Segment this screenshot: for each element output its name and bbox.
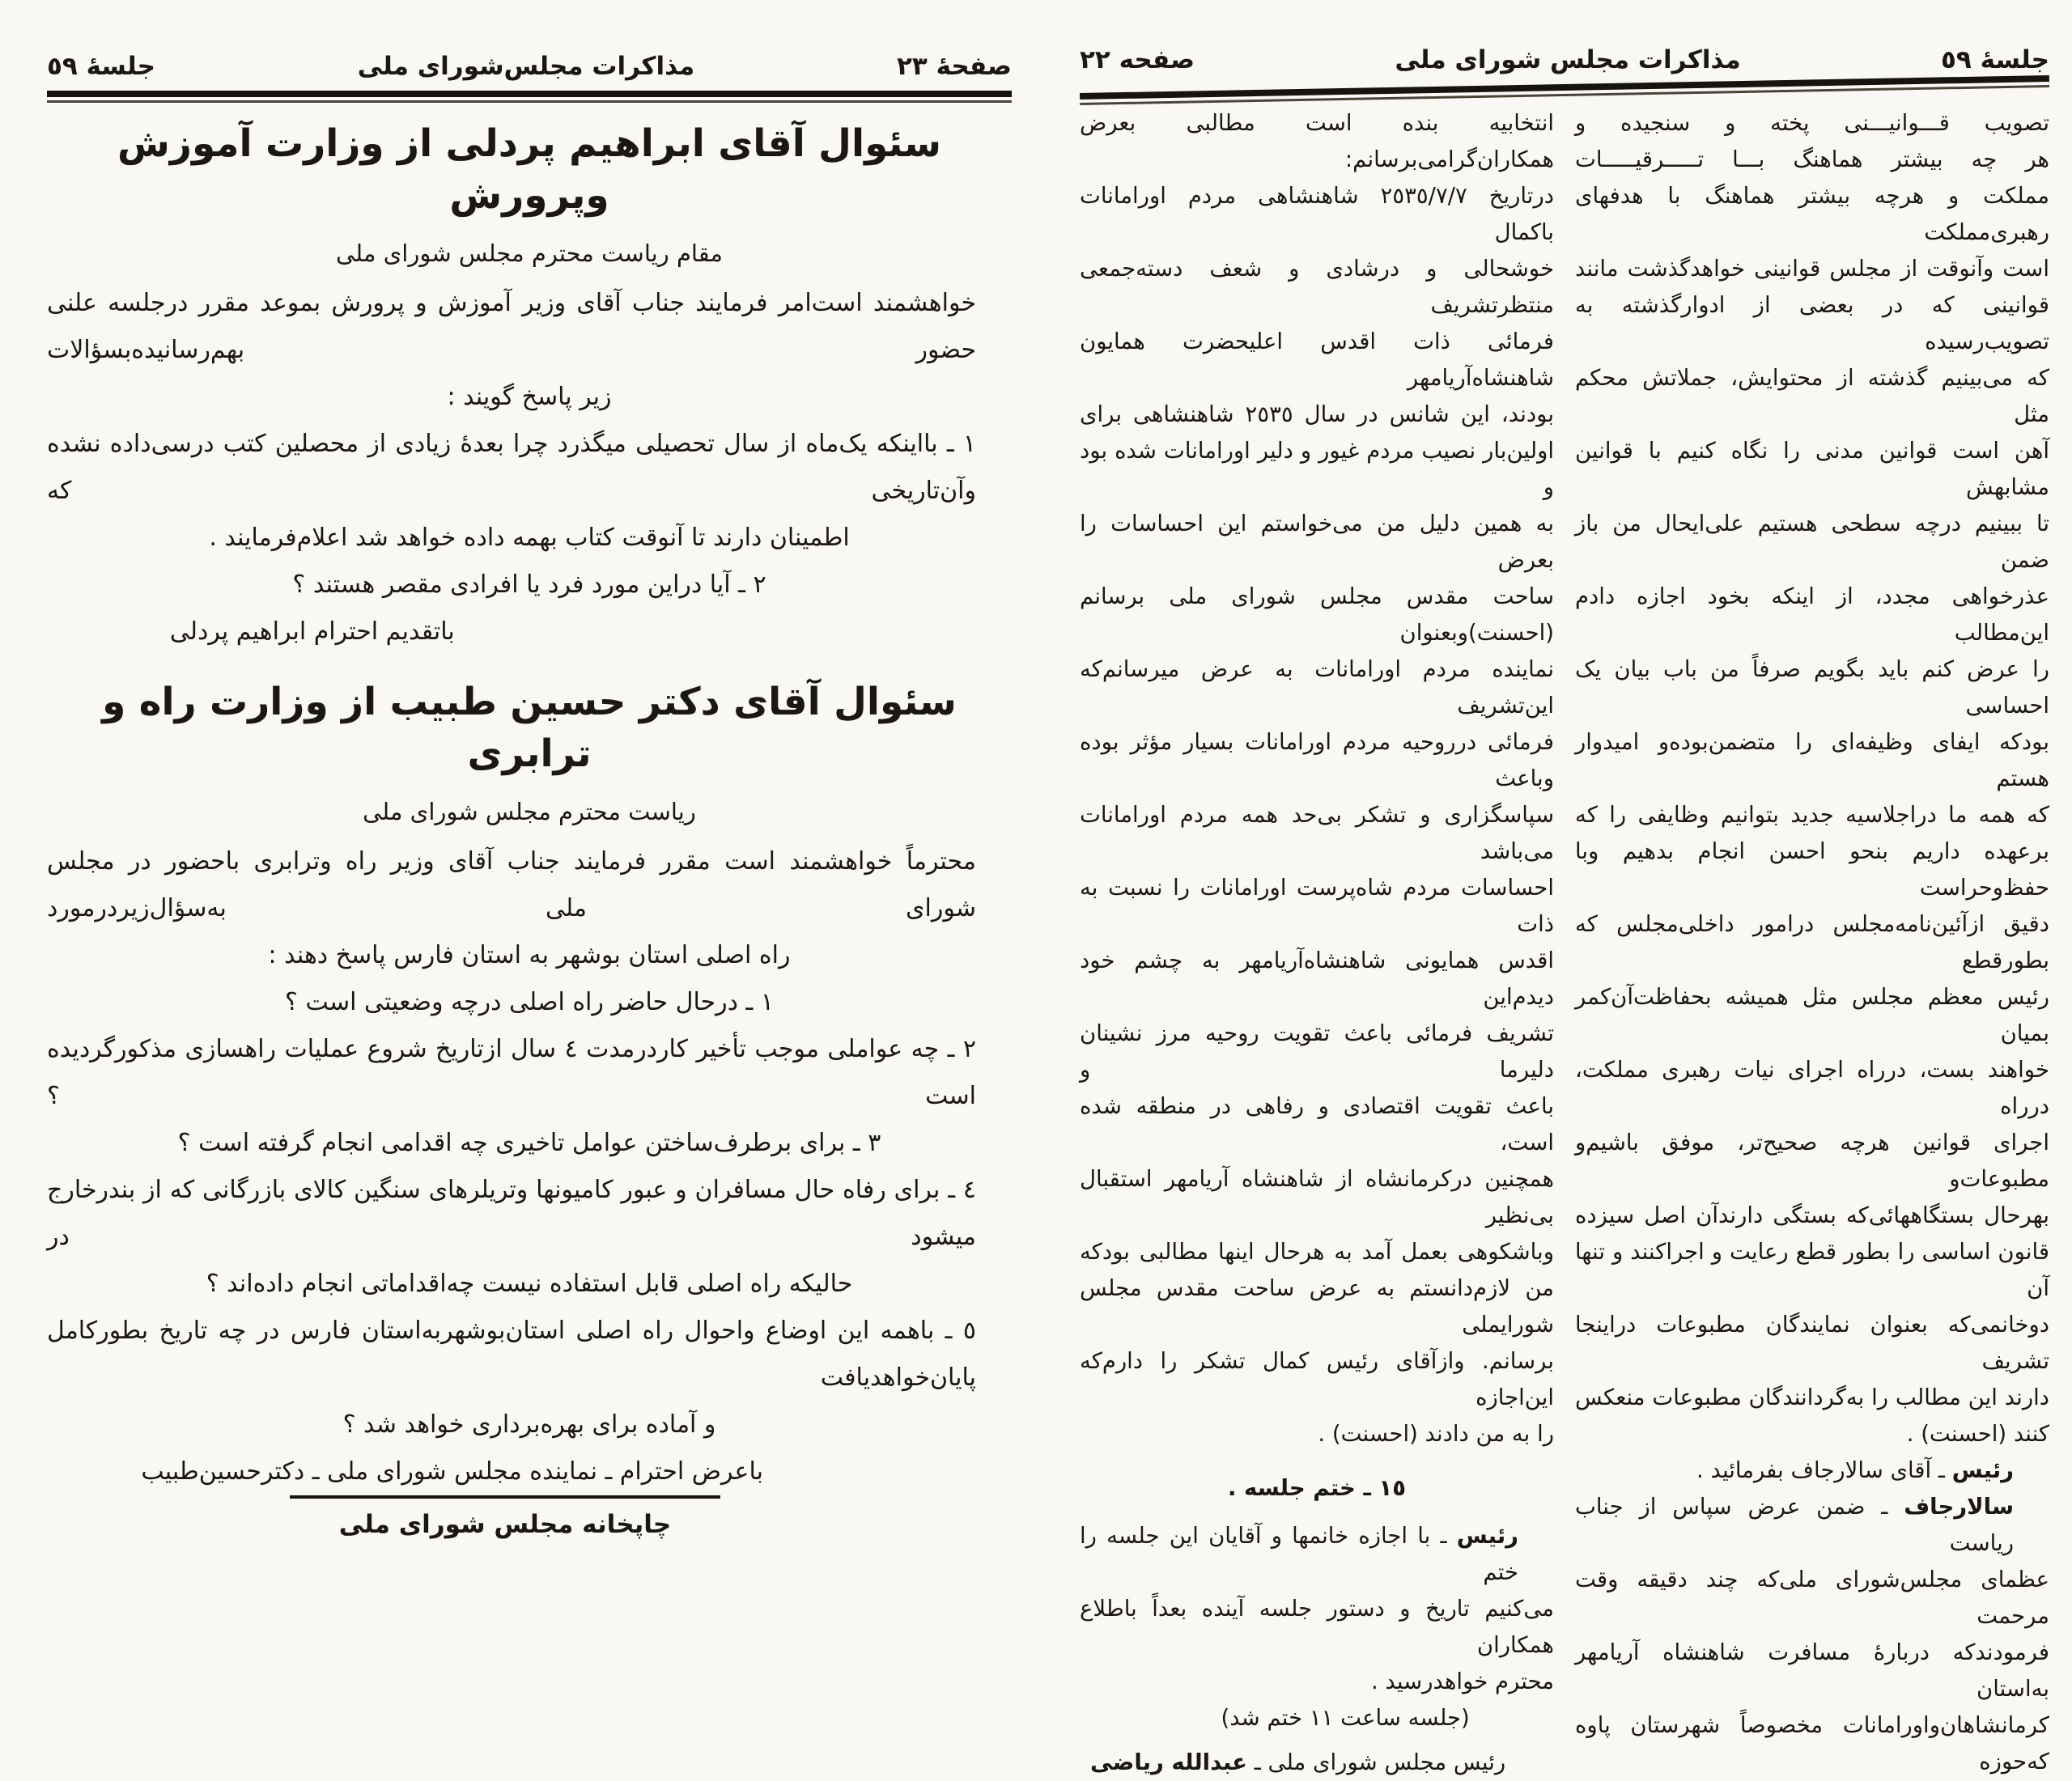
journal-title: مذاکرات مجلس شورای ملی bbox=[1395, 45, 1741, 74]
page-header bbox=[47, 52, 1012, 81]
text-line: قانون اساسی را بطور قطع رعایت و اجراکنند و تنها آن bbox=[1575, 1239, 2049, 1301]
text-line: دقیق ازآئین‌نامه‌مجلس درامور داخلی‌مجلس که بطورقطع bbox=[1575, 911, 2049, 973]
question1-salutation: مقام ریاست محترم مجلس شورای ملی bbox=[336, 240, 723, 267]
speaker-name: سالارجاف bbox=[1904, 1494, 2014, 1520]
text-line: دوخانمی‌که بعنوان نمایندگان مطبوعات دراینجا تشریف bbox=[1575, 1312, 2049, 1374]
text-line: درتاریخ ٢٥٣٥/٧/٧ شاهنشاهی مردم اورامانات باکمال bbox=[1080, 183, 1554, 245]
question1-title: سئوال آقای ابراهیم پردلی از وزارت آموزش وپرورش bbox=[117, 121, 941, 218]
text-line: اجرای قوانین هرچه صحیح‌تر، موفق باشیم‌و مطبوعات‌و bbox=[1575, 1130, 2049, 1192]
text-line: را به من دادند (احسنت) . bbox=[1318, 1421, 1554, 1447]
text-line: فرمائی ذات اقدس اعلیحضرت همایون شاهنشاه‌آریامهر bbox=[1080, 329, 1554, 391]
text-line: ٤ ـ برای رفاه حال مسافران و عبور کامیونها وتریلرهای سنگین کالای بازرگانی که از بندرخارج میشود در bbox=[47, 1176, 976, 1251]
text-line: کرمانشاهان‌واورامانات مخصوصاً شهرستان پاوه که‌حوزه bbox=[1575, 1712, 2049, 1775]
text-line: ٣ ـ برای برطرف‌ساختن عوامل تاخیری چه اقدامی انجام گرفته است ؟ bbox=[177, 1129, 881, 1157]
printer-imprint bbox=[290, 1495, 720, 1539]
text-line: تا ببینیم درچه سطحی هستیم علی‌ایحال من باز ضمن bbox=[1575, 511, 2049, 573]
salarjaf-text bbox=[1575, 1562, 2049, 1780]
chair-closing-lead-line bbox=[1080, 1518, 1554, 1591]
signature-title: رئیس مجلس شورای ملی ـ bbox=[1246, 1749, 1506, 1775]
text-line: باعرض احترام ـ نماینده مجلس شورای ملی ـ دکترحسین‌طبیب bbox=[141, 1457, 763, 1486]
text-line: محترماً خواهشمند است مقرر فرمایند جناب آقای وزیر راه وترابری باحضور در مجلس شورای ملی به‌سؤال‌زیردرمورد bbox=[47, 847, 976, 922]
text-line: زیر پاسخ گویند : bbox=[447, 383, 612, 411]
text-line: حالیکه راه اصلی قابل استفاده نیست چه‌اقداماتی انجام داده‌اند ؟ bbox=[206, 1270, 853, 1298]
text-line: محترم خواهدرسید . bbox=[1370, 1669, 1554, 1694]
text-line: ٢ ـ آیا دراین مورد فرد یا افرادی مقصر هستند ؟ bbox=[292, 570, 766, 599]
text-line: است وآنوقت از مجلس قوانینی خواهدگذشت مانند bbox=[1575, 256, 2049, 282]
text-line: می‌کنیم تاریخ و دستور جلسه آینده بعداً باطلاع همکاران bbox=[1080, 1596, 1554, 1658]
imprint-text: چاپخانه مجلس شورای ملی bbox=[338, 1510, 672, 1539]
speaker-text: ـ آقای سالارجاف بفرمائید . bbox=[1696, 1457, 1952, 1483]
text-line: بودکه ایفای وظیفه‌ای را متضمن‌بوده‌و امیدوار هستم bbox=[1575, 729, 2049, 791]
text-line: مملکت و هرچه بیشتر هماهنگ با هدفهای رهبری‌مملکت bbox=[1575, 183, 2049, 245]
chair-line bbox=[1575, 1452, 2049, 1489]
column-inner bbox=[1080, 105, 1554, 1781]
text-line: ٢ ـ چه عواملی موجب تأخیر کاردرمدت ٤ سال ازتاریخ شروع عملیات راهسازی مذکورگردیده است ؟ bbox=[47, 1035, 977, 1110]
salarjaf-lead-line bbox=[1575, 1489, 2049, 1562]
header-rule bbox=[47, 91, 1012, 97]
text-line: ساحت مقدس مجلس شورای ملی برسانم (احسنت)وبعنوان bbox=[1080, 583, 1554, 646]
text-line: بودند، این شانس در سال ٢٥٣٥ شاهنشاهی برای bbox=[1080, 401, 1554, 427]
text-line: خواهشمند است‌امر فرمایند جناب آقای وزیر آموزش و پرورش بموعد مقرر درجلسه علنی حضور بهم‌رسانیده‌بسؤالات bbox=[47, 289, 976, 364]
adjournment-section-title: ١٥ ـ ختم جلسه . bbox=[1227, 1475, 1407, 1501]
text-line: عذرخواهی مجدد، از اینکه بخود اجازه دادم این‌مطالب bbox=[1575, 583, 2049, 646]
speaker-name: رئیس bbox=[1951, 1457, 2014, 1483]
speaker-name: رئیس bbox=[1456, 1523, 1518, 1549]
session-end-note: (جلسه ساعت ١١ ختم شد) bbox=[1221, 1705, 1470, 1731]
text-line: به همین دلیل من می‌خواستم این احساسات را بعرض bbox=[1080, 511, 1554, 573]
text-line: خوشحالی و درشادی و شعف دسته‌جمعی منتظرتشریف bbox=[1080, 256, 1554, 318]
speaker-text: ـ ضمن عرض سپاس از جناب ریاست bbox=[1575, 1494, 2014, 1556]
text-line: ١ ـ بااینکه یک‌ماه از سال تحصیلی میگذرد چرا بعدهٔ زیادی از محصلین کتب درسی‌داده نشده وآن‌تاریخی که bbox=[47, 430, 976, 505]
text-line: برعهده داریم بنحو احسن انجام بدهیم وبا حفظ‌وحراست bbox=[1575, 838, 2049, 901]
session-label: جلسهٔ ٥٩ bbox=[47, 52, 155, 81]
text-line: که می‌بینیم گذشته از محتوایش، جملاتش محکم مثل bbox=[1575, 365, 2049, 427]
text-line: و آماده برای بهره‌برداری خواهد شد ؟ bbox=[342, 1410, 716, 1439]
question2-text bbox=[47, 838, 1012, 1495]
question1-text bbox=[47, 280, 1012, 655]
text-line: وباشکوهی بعمل آمد به هرحال اینها مطالبی بودکه bbox=[1080, 1239, 1554, 1265]
text-line: عظمای مجلس‌شورای ملی‌که چند دقیقه وقت مرحمت bbox=[1575, 1567, 2049, 1629]
text-line: دارند این مطالب را به‌گردانندگان مطبوعات منعکس bbox=[1575, 1385, 2049, 1410]
text-line: آهن است قوانین مدنی را نگاه کنیم با قوانین مشابهش bbox=[1575, 438, 2049, 500]
text-line: ٥ ـ باهمه این اوضاع واحوال راه اصلی استان‌بوشهربه‌استان فارس در چه تاریخ بطورکامل پایان‌خواهدیافت bbox=[47, 1317, 976, 1392]
text-line: راه اصلی استان بوشهر به استان فارس پاسخ دهند : bbox=[268, 941, 791, 969]
text-line: اطمینان دارند تا آنوقت کتاب بهمه داده خواهد شد اعلام‌فرمایند . bbox=[209, 524, 850, 552]
text-line: ١ ـ درحال حاضر راه اصلی درچه وضعیتی است ؟ bbox=[285, 988, 774, 1016]
text-columns bbox=[1080, 105, 2049, 1781]
signature-name: عبدالله ریاضی bbox=[1089, 1749, 1247, 1775]
text-line: باعث تقویت اقتصادی و رفاهی در منطقه شده است، bbox=[1080, 1093, 1554, 1156]
text-line: اولین‌بار نصیب مردم غیور و دلیر اورامانات شده بود و bbox=[1080, 438, 1554, 500]
text-line: بهرحال بستگاههائی‌که بستگی دارندآن اصل سیزده bbox=[1575, 1202, 2049, 1228]
column-outer-text bbox=[1575, 105, 2049, 1452]
text-line: اقدس همایونی شاهنشاه‌آریامهر به چشم خود دیدم‌این bbox=[1080, 948, 1554, 1010]
text-line: همچنین درکرمانشاه از شاهنشاه آریامهر استقبال بی‌نظیر bbox=[1080, 1166, 1554, 1228]
text-line: تشریف فرمائی باعث تقویت روحیه مرز نشینان دلیرما و bbox=[1080, 1020, 1554, 1083]
page-22 bbox=[1052, 0, 2072, 1775]
question2-salutation: ریاست محترم مجلس شورای ملی bbox=[363, 798, 696, 825]
text-line: کنند (احسنت) . bbox=[1906, 1421, 2049, 1447]
page-header bbox=[1080, 45, 2049, 74]
text-line: را عرض کنم باید بگویم صرفاً من باب بیان یک احساسی bbox=[1575, 656, 2049, 719]
text-line: که همه ما دراجلاسیه جدید بتوانیم وظایفی را که bbox=[1575, 802, 2049, 828]
text-line: تصویب قـــوانیـــنی پخته و سنجیده و bbox=[1575, 110, 2049, 136]
text-line: برسانم. وازآقای رئیس کمال تشکر را دارم‌که این‌اجازه bbox=[1080, 1348, 1554, 1410]
speaker-signature-line bbox=[1080, 1745, 1554, 1781]
text-line: من لازم‌دانستم به عرض ساحت مقدس مجلس شورایملی bbox=[1080, 1275, 1554, 1338]
page-23 bbox=[0, 0, 1052, 1599]
text-line: خواهند بست، درراه اجرای نیات رهبری مملکت، درراه bbox=[1575, 1057, 2049, 1119]
text-line: هر چه بیشتر هماهنگ بـــا تـــــرقیـــــات bbox=[1575, 146, 2049, 172]
question2-title: سئوال آقای دکتر حسین طبیب از وزارت راه و ترابری bbox=[102, 680, 957, 776]
text-line: قوانینی که در بعضی از ادوارگذشته به تصویب‌رسیده bbox=[1575, 292, 2049, 354]
journal-title: مذاکرات مجلس‌شورای ملی bbox=[357, 52, 695, 81]
text-line: فرمائی درروحیه مردم اورامانات بسیار مؤثر بوده وباعث bbox=[1080, 729, 1554, 791]
page-body bbox=[47, 118, 1012, 1495]
text-line: سپاسگزاری و تشکر بی‌حد همه مردم اورامانات می‌باشد bbox=[1080, 802, 1554, 864]
speaker-text: ـ با اجازه خانمها و آقایان این جلسه را ختم bbox=[1080, 1523, 1518, 1585]
column-inner-text bbox=[1080, 105, 1554, 1452]
text-line: انتخابیه بنده است مطالبی بعرض همکاران‌گرامی‌برسانم: bbox=[1080, 110, 1554, 172]
text-line: احساسات مردم شاه‌پرست اورامانات را نسبت به ذات bbox=[1080, 875, 1554, 937]
session-label: جلسهٔ ٥٩ bbox=[1941, 45, 2049, 74]
column-outer bbox=[1575, 105, 2049, 1781]
text-line: باتقدیم احترام ابراهیم پردلی bbox=[169, 617, 455, 646]
header-rule bbox=[1080, 75, 2049, 100]
chair-closing-text bbox=[1080, 1591, 1554, 1700]
text-line: فرمودندکه دربارهٔ مسافرت شاهنشاه آریامهر به‌استان bbox=[1575, 1639, 2049, 1702]
page-number-label: صفحهٔ ٢٣ bbox=[896, 52, 1012, 81]
text-line: نماینده مردم اورامانات به عرض میرسانم‌که این‌تشریف bbox=[1080, 656, 1554, 719]
text-line: رئیس معظم مجلس مثل همیشه بحفاظت‌آن‌کمر بمیان bbox=[1575, 984, 2049, 1046]
page-number-label: صفحه ٢٢ bbox=[1080, 45, 1195, 74]
